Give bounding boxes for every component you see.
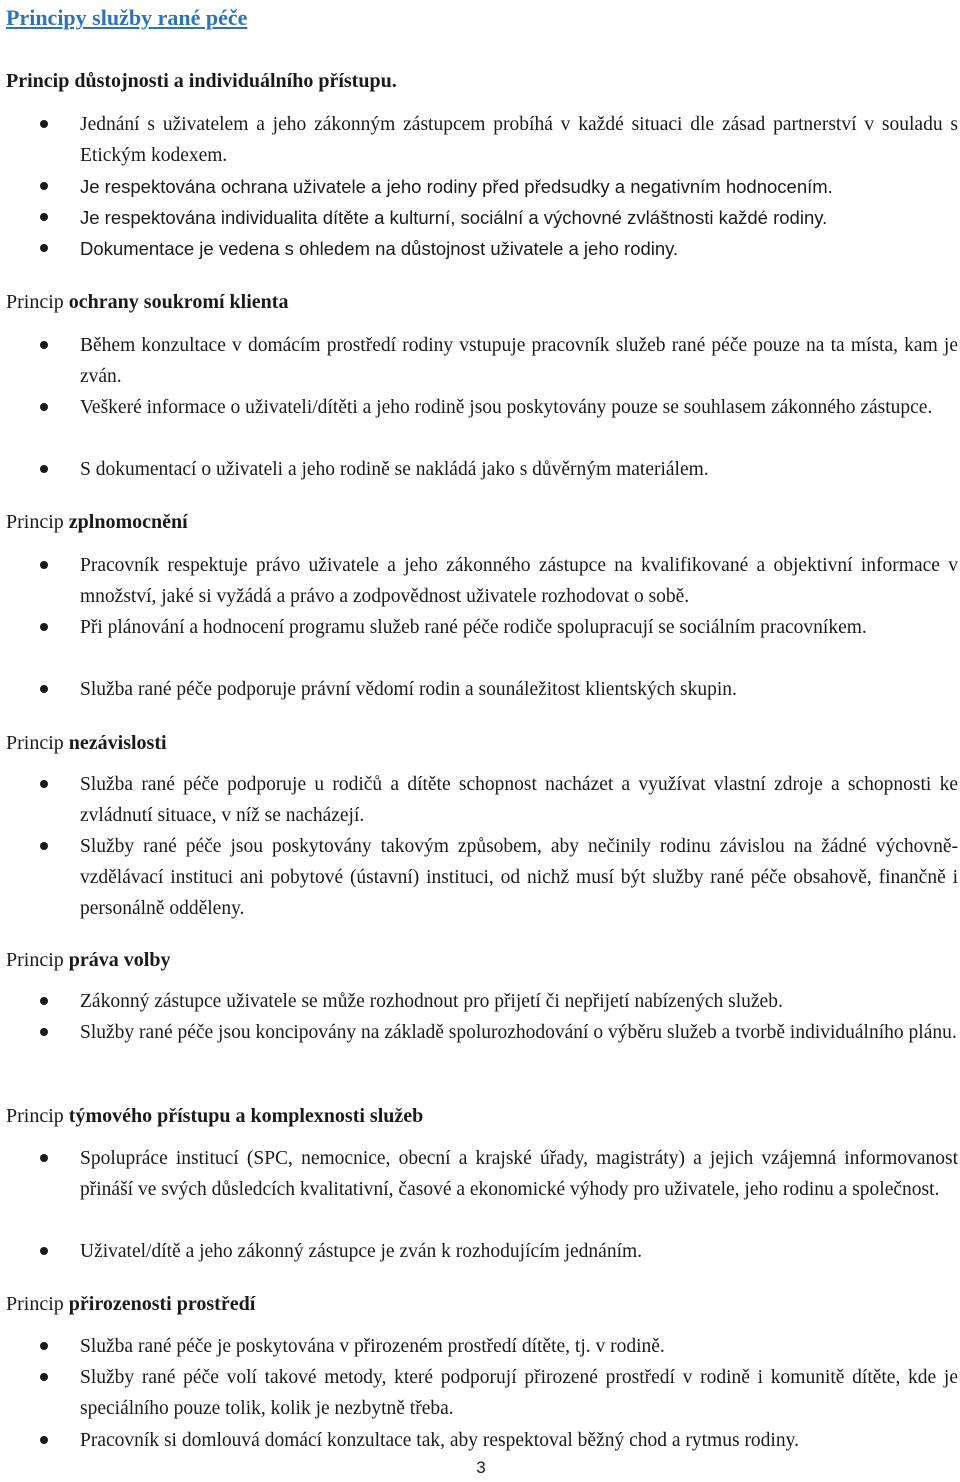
bullet-icon bbox=[40, 182, 48, 190]
heading-prefix: Princip bbox=[6, 291, 69, 313]
list-item: Služby rané péče jsou koncipovány na základě spolurozhodování o výběru služeb a tvorbě individuálního plánu. bbox=[80, 1022, 957, 1043]
heading-prefix: Princip bbox=[6, 1105, 69, 1127]
list-item: Je respektována individualita dítěte a kulturní, sociální a výchovné zvláštnosti každé rodiny. bbox=[80, 207, 828, 228]
list-item: Uživatel/dítě a jeho zákonný zástupce je zván k rozhodujícím jednáním. bbox=[80, 1241, 643, 1262]
list-item: Služba rané péče podporuje právní vědomí rodin a sounáležitost klientských skupin. bbox=[80, 679, 737, 700]
heading-emphasis: zplnomocnění bbox=[68, 511, 188, 533]
heading-emphasis: týmového přístupu a komplexnosti služeb bbox=[68, 1105, 424, 1127]
section-heading-natural-environment bbox=[6, 1291, 255, 1317]
heading-emphasis: práva volby bbox=[68, 949, 171, 971]
bullet-icon bbox=[40, 1247, 48, 1255]
heading-emphasis: ochrany soukromí klienta bbox=[68, 291, 289, 313]
bullet-icon bbox=[40, 780, 48, 788]
heading-prefix: Princip bbox=[6, 1293, 69, 1315]
section-heading-independence bbox=[6, 730, 167, 756]
list-item: Je respektována ochrana uživatele a jeho rodiny před předsudky a negativním hodnocením. bbox=[80, 176, 833, 197]
bullet-icon bbox=[40, 465, 48, 473]
list-item: S dokumentací o uživateli a jeho rodině se nakládá jako s důvěrným materiálem. bbox=[80, 459, 709, 480]
bullet-icon bbox=[40, 213, 48, 221]
bullet-icon bbox=[40, 1373, 48, 1381]
bullet-icon bbox=[40, 623, 48, 631]
heading-prefix: Princip bbox=[6, 732, 69, 754]
list-item: Jednání s uživatelem a jeho zákonným zástupcem probíhá v každé situaci dle zásad partnerství v souladu s Etickým kodexem. bbox=[80, 114, 958, 166]
heading-emphasis: nezávislosti bbox=[68, 732, 167, 754]
bullet-icon bbox=[40, 1154, 48, 1162]
heading-prefix: Princip bbox=[6, 949, 69, 971]
list-item: Zákonný zástupce uživatele se může rozhodnout pro přijetí či nepřijetí nabízených služeb. bbox=[80, 991, 783, 1012]
list-item: Dokumentace je vedena s ohledem na důstojnost uživatele a jeho rodiny. bbox=[80, 238, 679, 259]
list-item: Pracovník respektuje právo uživatele a jeho zákonného zástupce na kvalifikované a objektivní informace v množství, jaké si vyžádá a právo a zodpovědnost uživatele rozhodovat o sobě. bbox=[80, 555, 958, 607]
list-item: Spolupráce institucí (SPC, nemocnice, obecní a krajské úřady, magistráty) a jejich vzájemná informovanost přináší ve svých důsledcích kvalitativní, časové a ekonomické výhody pro uživatele, jeho rodinu a společnost. bbox=[80, 1148, 958, 1200]
bullet-icon bbox=[40, 120, 48, 128]
bullet-icon bbox=[40, 244, 48, 252]
bullet-icon bbox=[40, 341, 48, 349]
bullet-icon bbox=[40, 997, 48, 1005]
page-number: 3 bbox=[476, 1458, 486, 1477]
heading-prefix: Princip bbox=[6, 511, 69, 533]
bullet-icon bbox=[40, 685, 48, 693]
bullet-icon bbox=[40, 1436, 48, 1444]
document-title: Principy služby rané péče bbox=[6, 5, 248, 30]
bullet-icon bbox=[40, 1028, 48, 1036]
list-item: Služby rané péče volí takové metody, které podporují přirozené prostředí v rodině i komunitě dítěte, kde je speciálního pouze tolik, kolik je nezbytně třeba. bbox=[80, 1367, 958, 1419]
bullet-icon bbox=[40, 403, 48, 411]
bullet-icon bbox=[40, 1342, 48, 1350]
list-item: Během konzultace v domácím prostředí rodiny vstupuje pracovník služeb rané péče pouze na ta místa, kam je zván. bbox=[80, 335, 958, 387]
section-heading-empowerment bbox=[6, 509, 188, 535]
section-heading-privacy bbox=[6, 289, 288, 315]
list-item: Veškeré informace o uživateli/dítěti a jeho rodině jsou poskytovány pouze se souhlasem zákonného zástupce. bbox=[80, 397, 933, 418]
list-item: Pracovník si domlouvá domácí konzultace tak, aby respektoval běžný chod a rytmus rodiny. bbox=[80, 1430, 799, 1451]
bullet-icon bbox=[40, 842, 48, 850]
list-item: Služba rané péče je poskytována v přirozeném prostředí dítěte, tj. v rodině. bbox=[80, 1336, 665, 1357]
list-item: Služba rané péče podporuje u rodičů a dítěte schopnost nacházet a využívat vlastní zdroje a schopnosti ke zvládnutí situace, v níž se nacházejí. bbox=[80, 774, 958, 826]
list-item: Při plánování a hodnocení programu služeb rané péče rodiče spolupracují se sociálním pracovníkem. bbox=[80, 617, 867, 638]
section-heading-choice bbox=[6, 947, 170, 973]
bullet-icon bbox=[40, 561, 48, 569]
section-heading-dignity: Princip důstojnosti a individuálního přístupu. bbox=[6, 70, 397, 92]
list-item: Služby rané péče jsou poskytovány takovým způsobem, aby nečinily rodinu závislou na žádné výchovně-vzdělávací instituci ani pobytové (ústavní) instituci, od nichž musí být služby rané péče obsahově, finančně i personálně odděleny. bbox=[80, 836, 958, 919]
section-heading-teamwork bbox=[6, 1103, 423, 1129]
heading-emphasis: přirozenosti prostředí bbox=[68, 1293, 256, 1315]
